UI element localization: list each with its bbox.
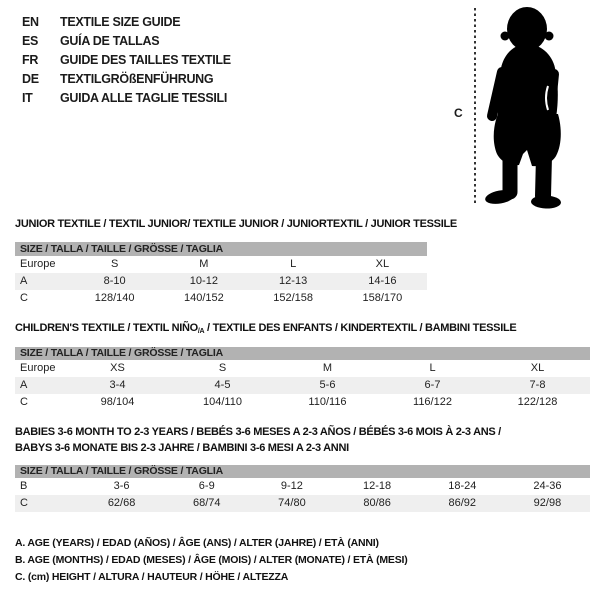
size-cell: 8-10 [103, 275, 126, 287]
size-cell: 7-8 [529, 379, 546, 391]
babies-size-table [15, 465, 590, 512]
size-cell: 104/110 [203, 396, 242, 408]
size-cell: 140/152 [183, 292, 224, 304]
title-line-1: BABIES 3-6 MONTH TO 2-3 YEARS / BEBÉS 3-6 MESES A 2-3 AÑOS / BÉBÉS 3-6 MOIS À 2-3 ANS / [15, 426, 501, 438]
size-cell: L [290, 258, 297, 270]
size-cell: 4-5 [214, 379, 231, 391]
size-cell: 152/158 [273, 292, 313, 304]
lang-title: TEXTILGRÖßENFÜHRUNG [60, 72, 214, 86]
row-label: B [20, 480, 28, 492]
size-cell: XL [530, 362, 545, 374]
size-cell: 12-18 [363, 480, 392, 492]
size-cell: 128/140 [94, 292, 135, 304]
size-cell: 14-16 [368, 275, 397, 287]
lang-code: FR [22, 53, 39, 67]
table-row [15, 377, 590, 394]
size-cell: L [429, 362, 436, 374]
note-age-years: A. AGE (YEARS) / EDAD (AÑOS) / ÂGE (ANS) / ALTER (JAHRE) / ETÀ (ANNI) [15, 537, 379, 549]
lang-title: GUIDA ALLE TAGLIE TESSILI [60, 91, 228, 105]
children-table-title [15, 320, 516, 340]
size-cell: 80/86 [363, 497, 391, 509]
row-label: Europe [20, 362, 56, 374]
size-cell: 74/80 [278, 497, 306, 509]
size-cell: 3-6 [113, 480, 130, 492]
row-label: C [20, 396, 28, 408]
size-cell: M [199, 258, 209, 270]
row-label: C [20, 497, 28, 509]
table-row [15, 394, 590, 411]
size-cell: 62/68 [107, 497, 136, 509]
size-cell: 92/98 [533, 497, 562, 509]
lang-title: GUIDE DES TAILLES TEXTILE [60, 53, 231, 67]
size-cell: 110/116 [308, 396, 347, 408]
lang-row-en [22, 13, 231, 32]
size-cell: 6-7 [424, 379, 441, 391]
size-cell: 10-12 [189, 275, 218, 287]
children-size-table [15, 347, 590, 411]
table-row [15, 495, 590, 512]
size-cell: 68/74 [192, 497, 221, 509]
table-row [15, 290, 427, 307]
size-cell: 18-24 [448, 480, 477, 492]
size-cell: XS [110, 362, 125, 374]
size-cell: 3-4 [109, 379, 126, 391]
lang-title: GUÍA DE TALLAS [60, 34, 160, 48]
size-cell: 24-36 [533, 480, 562, 492]
size-cell: 9-12 [280, 480, 303, 492]
size-cell: 116/122 [413, 396, 452, 408]
row-label: Europe [20, 258, 56, 270]
height-measure-label: C [454, 106, 463, 120]
lang-row-es [22, 32, 231, 51]
lang-title: TEXTILE SIZE GUIDE [60, 15, 181, 29]
row-label: A [20, 379, 28, 391]
toddler-silhouette-icon [480, 4, 572, 210]
lang-code: EN [22, 15, 39, 29]
junior-size-table [15, 242, 427, 307]
babies-table-title [15, 424, 501, 456]
lang-row-fr [22, 51, 231, 70]
row-label: A [20, 275, 28, 287]
size-cell: S [110, 258, 119, 270]
lang-code: ES [22, 34, 39, 48]
size-cell: XL [375, 258, 390, 270]
size-header-bar: SIZE / TALLA / TAILLE / GRÖSSE / TAGLIA [15, 242, 427, 256]
size-cell: S [218, 362, 227, 374]
size-cell: 158/170 [362, 292, 403, 304]
lang-code: IT [22, 91, 33, 105]
title-text: CHILDREN'S TEXTILE / TEXTIL NIÑO [15, 322, 198, 334]
size-cell: 6-9 [198, 480, 215, 492]
lang-row-de [22, 70, 231, 89]
note-height-cm: C. (cm) HEIGHT / ALTURA / HAUTEUR / HÖHE / ALTEZZA [15, 571, 289, 583]
table-row [15, 478, 590, 495]
size-cell: 12-13 [279, 275, 308, 287]
junior-table-title: JUNIOR TEXTILE / TEXTIL JUNIOR/ TEXTILE JUNIOR / JUNIORTEXTIL / JUNIOR TESSILE [15, 218, 457, 230]
note-age-months: B. AGE (MONTHS) / EDAD (MESES) / ÂGE (MOIS) / ALTER (MONATE) / ETÀ (MESI) [15, 554, 408, 566]
legend-notes [15, 535, 408, 586]
size-cell: 122/128 [517, 396, 558, 408]
size-cell: 98/104 [100, 396, 135, 408]
title-line-2: BABYS 3-6 MONATE BIS 2-3 JAHRE / BAMBINI 3-6 MESI A 2-3 ANNI [15, 442, 349, 454]
language-title-list [22, 13, 231, 108]
table-row [15, 273, 427, 290]
height-measure-dashed-line [474, 8, 476, 205]
lang-code: DE [22, 72, 39, 86]
title-text: / TEXTILE DES ENFANTS / KINDERTEXTIL / BAMBINI TESSILE [204, 322, 517, 334]
size-cell: 86/92 [448, 497, 477, 509]
title-subscript: /A [197, 328, 205, 335]
size-header-bar: SIZE / TALLA / TAILLE / GRÖSSE / TAGLIA [15, 465, 590, 478]
size-cell: M [322, 362, 333, 374]
size-header-bar: SIZE / TALLA / TAILLE / GRÖSSE / TAGLIA [15, 347, 590, 360]
table-row [15, 256, 427, 273]
table-row [15, 360, 590, 377]
row-label: C [20, 292, 28, 304]
lang-row-it [22, 89, 231, 108]
size-cell: 5-6 [319, 379, 336, 391]
